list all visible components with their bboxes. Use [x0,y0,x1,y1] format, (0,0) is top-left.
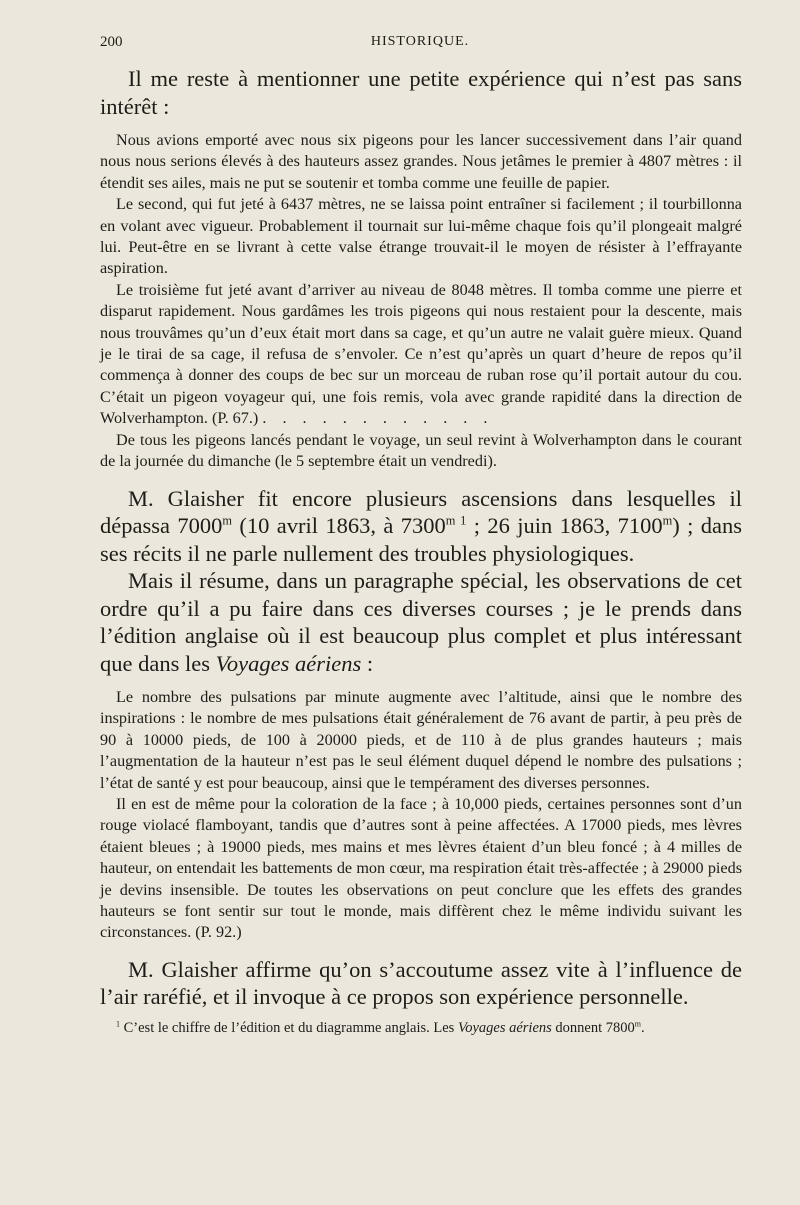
paragraph-summary [100,567,742,677]
footnote-marker: 1 [116,1019,120,1029]
running-title: HISTORIQUE. [370,34,470,49]
footnote-reference: m 1 [445,513,467,528]
quote-paragraph [100,280,742,430]
superscript-unit: m [662,513,673,528]
quote-paragraph: Nous avions emporté avec nous six pigeons pour les lancer successivement dans l’air quand nous nous serions élevés à des hauteurs assez grandes. Nous jetâmes le premier à 4807 mètres : il étendit ses ailes, mais ne put se soutenir et tomba comme une feuille de papier. [100,131,742,192]
dot-leaders: . . . . . . . . . . . . [262,409,494,428]
italic-title: Voyages aériens [457,1019,552,1036]
quote-paragraph: Le second, qui fut jeté à 6437 mètres, ne se laissa point entraîner si facilement ; il tourbillonna en volant avec vigueur. Probablement il tournait sur lui-même chaque fois qu’il plongeait malgré lui. Peut-être en se livrant à cette valse étrange trouvait-il le moyen de résister à l’effrayante aspiration. [100,195,742,278]
quote-paragraph: Il en est de même pour la coloration de la face ; à 10,000 pieds, certaines personnes sont d’un rouge violacé flamboyant, tandis que d’autres sont à peine affectées. A 17000 pieds, mes lèvres étaient bleues ; à 19000 pieds, mes mains et mes lèvres étaient d’un bleu foncé ; à 4 milles de hauteur, on entendait les battements de mon cœur, ma respiration était très-affectée ; à 29000 pieds je devins insensible. De toutes les observations on peut conclure que les effets des grandes hauteurs se font sentir sur tout le monde, mais diffèrent chez le même individu suivant les circonstances. (P. 92.) [100,795,742,942]
superscript-unit: m [634,1019,641,1029]
text-run: C’est le chiffre de l’édition et du diagramme anglais. Les [119,1019,458,1036]
text-run: Mais il résume, dans un paragraphe spécial, les observations de cet ordre qu’il a pu faire dans ces diverses courses ; je le prends dans l’édition anglaise où il est beaucoup plus complet et plus intéressant que dans les [100,568,742,676]
paragraph-ascensions [100,485,742,568]
quotation-pigeons [100,130,742,473]
text-run: ) ; dans ses récits il ne parle nullement des troubles physiologiques. [100,513,742,566]
italic-title: Voyages aériens [215,650,362,676]
superscript-unit: m [222,513,232,528]
quote-text: Le troisième fut jeté avant d’arriver au niveau de 8048 mètres. Il tomba comme une pierre et disparut rapidement. Nous gardâmes les trois pigeons qui nous restaient pour la descente, mais nous trouvâmes qu’un d’eux était mort dans sa cage, et qu’un autre ne valait guère mieux. Quand je le tirai de sa cage, il refusa de s’envoler. Ce n’est qu’après un quart d’heure de repos qu’il commença à donner des coups de bec sur un morceau de ruban rose qu’il portait autour du cou. C’était un pigeon voyageur qui, une fois remis, vola avec grande rapidité dans la direction de Wolverhampton. (P. 67.) [100,280,742,428]
quote-paragraph: Le nombre des pulsations par minute augmente avec l’altitude, ainsi que le nombre des inspirations : le nombre de mes pulsations était généralement de 76 avant de partir, à peu près de 90 à 10000 pieds, de 100 à 20000 pieds, et de 110 à de plus grandes hauteurs ; mais l’augmentation de la hauteur n’est pas le seul élément duquel dépend le nombre des pulsations ; l’état de santé y est pour beaucoup, ainsi que le tempérament des diverses personnes. [100,688,742,792]
quote-paragraph: De tous les pigeons lancés pendant le voyage, un seul revint à Wolverhampton dans le courant de la journée du dimanche (le 5 septembre était un vendredi). [100,430,742,471]
page-number: 200 [100,34,123,50]
page-body [100,65,742,1038]
text-run: (10 avril 1863, à 7300 [231,513,446,538]
paragraph-intro: Il me reste à mentionner une petite expérience qui n’est pas sans intérêt : [100,66,742,119]
quotation-physiology [100,687,742,944]
running-header [100,34,740,56]
paragraph-conclusion: M. Glaisher affirme qu’on s’accoutume assez vite à l’influence de l’air raréfié, et il invoque à ce propos son expérience personnelle. [100,956,742,1010]
text-run: : [361,650,374,676]
text-run: M. Glaisher fit encore plusieurs ascensions dans lesquelles il dépassa 7000 [100,485,742,538]
text-run: donnent 7800 [551,1019,635,1036]
footnote [100,1019,742,1038]
text-run: . [640,1019,645,1036]
text-run: ; 26 juin 1863, 7100 [466,513,663,538]
